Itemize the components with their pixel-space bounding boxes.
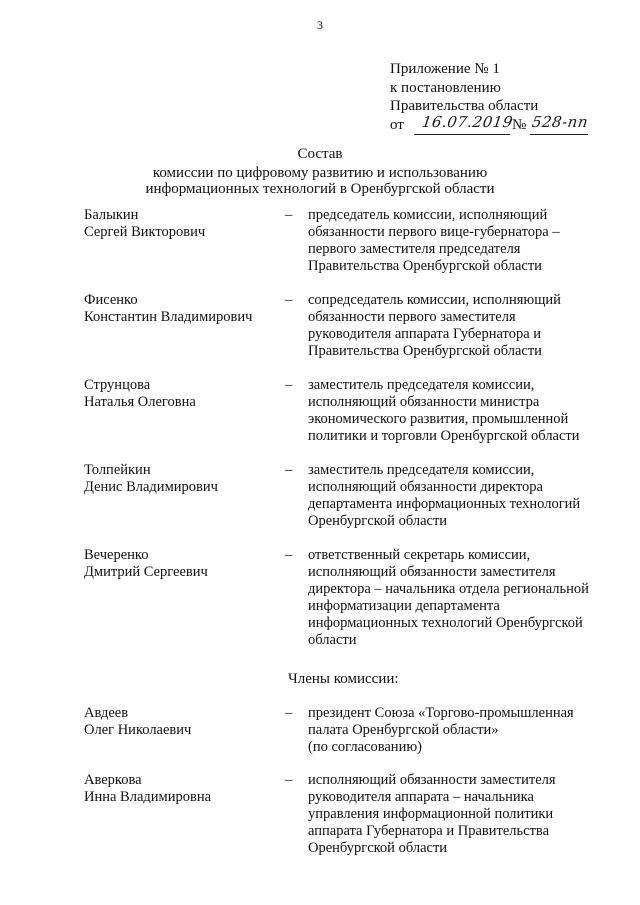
heading-line-1: комиссии по цифровому развитию и использованию	[152, 165, 488, 181]
dash-separator: –	[285, 462, 293, 478]
member-surname: Аверкова	[84, 772, 142, 788]
member-role	[308, 705, 628, 756]
page-number: 3	[317, 18, 323, 32]
member-role	[308, 772, 628, 857]
handwritten-number: 528-пп	[530, 112, 590, 131]
member-surname: Балыкин	[84, 207, 139, 223]
member-given-names: Наталья Олеговна	[84, 394, 196, 410]
dash-separator: –	[285, 705, 293, 721]
appendix-reference-line	[390, 112, 630, 136]
number-blank-line	[530, 112, 590, 135]
role-line: Оренбургской области	[308, 513, 448, 529]
role-line: аппарата Губернатора и Правительства	[308, 823, 550, 839]
heading-line-2: информационных технологий в Оренбургской области	[145, 181, 495, 197]
document-heading	[0, 146, 640, 197]
role-line: исполняющий обязанности заместителя	[308, 772, 556, 788]
role-line: Правительства Оренбургской области	[308, 343, 542, 359]
appendix-block	[390, 60, 630, 136]
role-line: Оренбургской области	[308, 840, 448, 856]
member-given-names: Олег Николаевич	[84, 722, 192, 738]
member-role	[308, 377, 628, 445]
heading-title: Состав	[297, 146, 343, 162]
appendix-line-2: к постановлению	[390, 79, 501, 96]
member-role	[308, 547, 628, 649]
member-name	[84, 772, 284, 806]
member-role	[308, 292, 628, 360]
dash-separator: –	[285, 377, 293, 393]
member-role	[308, 207, 628, 275]
member-surname: Толпейкин	[84, 462, 151, 478]
dash-separator: –	[285, 772, 293, 788]
role-line: председатель комиссии, исполняющий	[308, 207, 548, 223]
member-surname: Авдеев	[84, 705, 129, 721]
dash-separator: –	[285, 292, 293, 308]
member-surname: Вечеренко	[84, 547, 149, 563]
dash-separator: –	[285, 547, 293, 563]
role-line: палата Оренбургской области»	[308, 722, 499, 738]
role-line: руководителя аппарата Губернатора и	[308, 326, 542, 342]
role-line: обязанности первого вице-губернатора –	[308, 224, 560, 240]
member-given-names: Денис Владимирович	[84, 479, 218, 495]
member-name	[84, 292, 284, 326]
role-line: (по согласованию)	[308, 739, 422, 755]
dash-separator: –	[285, 207, 293, 223]
role-line: исполняющий обязанности министра	[308, 394, 540, 410]
member-name	[84, 462, 284, 496]
members-heading: Члены комиссии:	[288, 671, 399, 687]
member-role	[308, 462, 628, 530]
member-surname: Струнцова	[84, 377, 151, 393]
role-line: Правительства Оренбургской области	[308, 258, 542, 274]
role-line: информатизации департамента	[308, 598, 500, 614]
member-name	[84, 377, 284, 411]
role-line: политики и торговли Оренбургской области	[308, 428, 580, 444]
role-line: обязанности первого заместителя	[308, 309, 516, 325]
appendix-line-3: Правительства области	[390, 98, 539, 114]
member-given-names: Инна Владимировна	[84, 789, 212, 805]
role-line: заместитель председателя комиссии,	[308, 462, 535, 478]
role-line: экономического развития, промышленной	[308, 411, 569, 427]
member-name	[84, 207, 284, 241]
role-line: департамента информационных технологий	[308, 496, 581, 512]
role-line: первого заместителя председателя	[308, 241, 521, 257]
date-blank-line	[414, 112, 515, 135]
role-line: директора – начальника отдела региональной	[308, 581, 589, 597]
member-name	[84, 547, 284, 581]
date-prefix: от	[390, 116, 404, 133]
handwritten-date: 16.07.2019	[420, 112, 515, 131]
member-surname: Фисенко	[84, 292, 138, 308]
role-line: информационных технологий Оренбургской	[308, 615, 583, 631]
role-line: сопредседатель комиссии, исполняющий	[308, 292, 561, 308]
number-prefix: №	[512, 116, 527, 133]
member-name	[84, 705, 284, 739]
role-line: исполняющий обязанности директора	[308, 479, 543, 495]
member-given-names: Сергей Викторович	[84, 224, 206, 240]
member-given-names: Дмитрий Сергеевич	[84, 564, 208, 580]
role-line: области	[308, 632, 357, 648]
role-line: заместитель председателя комиссии,	[308, 377, 535, 393]
role-line: управления информационной политики	[308, 806, 554, 822]
role-line: президент Союза «Торгово-промышленная	[308, 705, 574, 721]
role-line: ответственный секретарь комиссии,	[308, 547, 531, 563]
appendix-line-1: Приложение № 1	[390, 61, 500, 77]
role-line: руководителя аппарата – начальника	[308, 789, 534, 805]
member-given-names: Константин Владимирович	[84, 309, 253, 325]
role-line: исполняющий обязанности заместителя	[308, 564, 556, 580]
